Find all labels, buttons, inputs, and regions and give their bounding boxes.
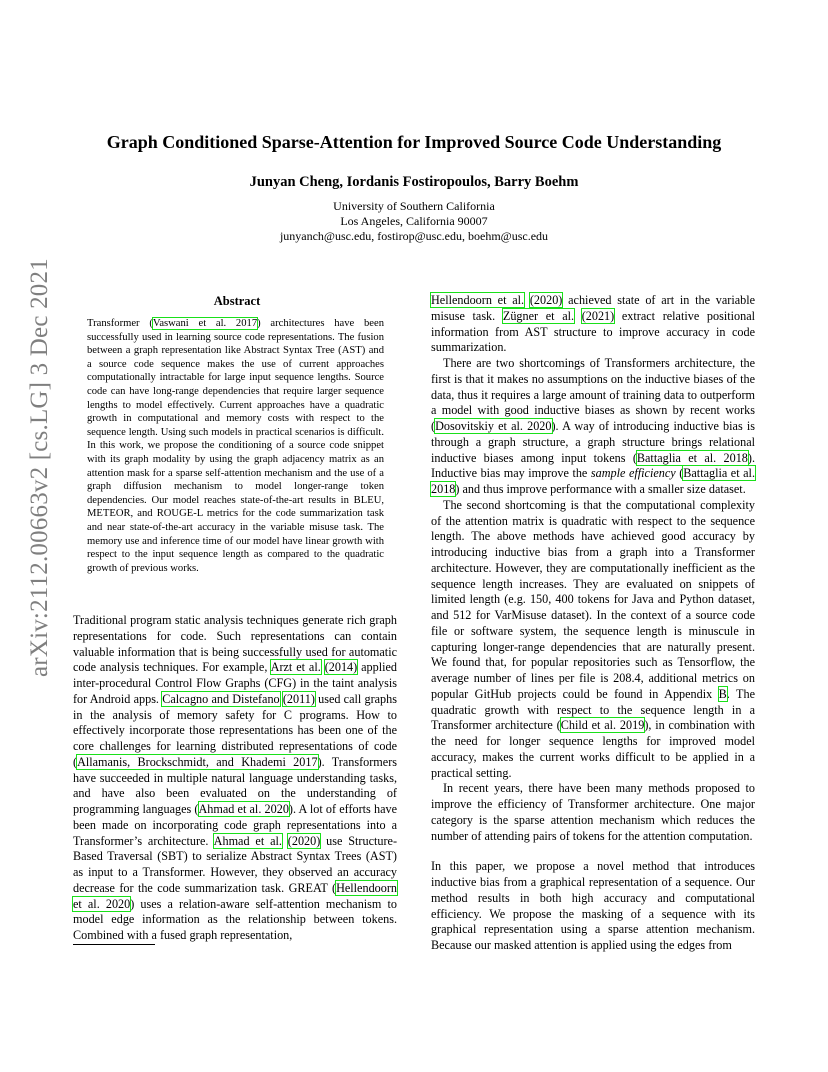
citation-link[interactable]: B [718, 686, 727, 701]
right-column-body [431, 293, 755, 954]
citation-link[interactable]: Zügner et al. [502, 308, 575, 323]
body-text: ) architectures have been successfully used in learning source code representations. The fusion between a graph representation like Abstract Syntax Tree (AST) and a source code sequence makes the use of current approaches computationally intractable for large input sequence lengths. Source code can have long-range dependencies that require larger sequence lengths to model effectively. Current approaches have a quadratic growth in computational and memory costs with respect to the sequence length. Using such models in practical scenarios is difficult. In this work, we propose the conditioning of a source code snippet with its graph modality by using the graph adjacency matrix as an attention mask for a sparse self-attention mechanism and the use of a graph diffusion mechanism to model longer-range token dependencies. Our model reaches state-of-the-art results in BLEU, METEOR, and ROUGE-L metrics for the code summarization task and near state-of-the-art accuracy in the variable misuse task. The memory use and inference time of our model have linear growth with respect to the input sequence length as compared to the quadratic growth of previous works. [87, 318, 385, 574]
paragraph [431, 293, 755, 356]
emphasized-text: sample efficiency [590, 466, 676, 481]
body-text: ). Inductive bias may improve the [431, 450, 755, 481]
body-text: Traditional program static analysis techniques generate rich graph representations for code. Such representations can contain valuable information that is being successfully used for automatic code analysis techniques. For example, [73, 613, 397, 675]
body-text: ). A way of introducing inductive bias is through a graph structure, a graph structure brings relational inductive biases among input tokens ( [431, 419, 755, 465]
citation-link[interactable]: Battaglia et al. 2018 [431, 466, 755, 496]
paper-title: Graph Conditioned Sparse-Attention for Improved Source Code Understanding [106, 132, 722, 152]
abstract-heading: Abstract [213, 294, 261, 308]
paragraph [431, 498, 755, 782]
author-emails: junyanch@usc.edu, fostirop@usc.edu, boehm@usc.edu [279, 229, 549, 243]
body-text: ) and thus improve performance with a smaller size dataset. [455, 482, 746, 496]
body-text: ( [675, 466, 684, 481]
arxiv-identifier-stamp: arXiv:2112.00663v2 [cs.LG] 3 Dec 2021 [26, 258, 53, 677]
citation-link[interactable]: (2021) [581, 308, 615, 323]
paragraph [431, 356, 755, 498]
citation-link[interactable]: Ahmad et al. [213, 833, 282, 848]
citation-link[interactable]: Dosovitskiy et al. 2020 [435, 419, 552, 433]
left-column-body [73, 613, 397, 944]
author-list: Junyan Cheng, Iordanis Fostiropoulos, Barry Boehm [249, 174, 579, 190]
body-text: Transformer ( [87, 318, 153, 329]
citation-link[interactable]: Child et al. 2019 [560, 718, 645, 733]
body-text: use Structure-Based Traversal (SBT) to serialize Abstract Syntax Trees (AST) as input to a Transformer. However, they observed an accuracy decrease for the code summarization task. GREAT ( [73, 833, 397, 895]
paragraph [73, 613, 397, 944]
abstract-body [87, 317, 384, 575]
body-text: The second shortcoming is that the computational complexity of the attention matrix is quadratic with respect to the sequence length. The above methods have achieved good accuracy by introducing inductive bias from a graph into a Transformer architecture. However, they are computationally inefficient as the sequence length increases. They are evaluated on snippets of limited length (e.g. 150, 400 tokens for Java and Python dataset, and 512 for VarMisuse dataset). In the context of a source code file or software system, the sequence length is minuscule in capturing longer-range dependencies that are naturally present. We found that, for popular repositories such as Tensorflow, the average number of lines per file is 208.4, additional metrics on popular GitHub projects could be found in Appendix [431, 497, 755, 701]
citation-link[interactable]: (2014) [324, 660, 358, 675]
body-text [524, 293, 530, 307]
affiliation-university: University of Southern California [333, 199, 495, 213]
body-text: In this paper, we propose a novel method that introduces inductive bias from a graphical representation of a sequence. Our method results in both high accuracy and computational efficiency. We propose the masking of a sequence with its graphical representation using a sparse attention mechanism. Because our masked attention is applied using the edges from [431, 859, 755, 952]
body-text: ). Transformers have succeeded in multiple natural language understanding tasks, and have also been evaluated on the understanding of programming languages ( [73, 754, 397, 816]
footnote-separator [73, 944, 155, 945]
body-text: ) uses a relation-aware self-attention mechanism to model edge information as the relationship between tokens. Combined with a fused graph representation, [73, 896, 397, 942]
body-text: ), in combination with the need for longer sequence lengths for improved model accuracy, makes the current works difficult to be applied in a practical setting. [431, 718, 755, 780]
body-text: . The quadratic growth with respect to the sequence length in a Transformer architecture ( [431, 686, 755, 733]
body-text: applied inter-procedural Control Flow Graphs (CFG) in the taint analysis for Android apps. [73, 660, 397, 706]
body-text: There are two shortcomings of Transformers architecture, the first is that it makes no assumptions on the inductive biases of the data, thus it requires a large amount of training data to outperform a model with good inductive biases as shown by recent works ( [431, 356, 755, 433]
citation-link[interactable]: Vaswani et al. 2017 [152, 318, 258, 329]
citation-link[interactable]: Arzt et al. [270, 660, 321, 675]
affiliation-block [0, 199, 828, 244]
citation-link[interactable]: Calcagno and Distefano [162, 691, 280, 706]
citation-link[interactable]: (2011) [282, 691, 315, 706]
citation-link[interactable]: Ahmad et al. 2020 [198, 802, 289, 816]
affiliation-location: Los Angeles, California 90007 [340, 214, 488, 228]
body-text [282, 834, 288, 848]
body-text: extract relative positional information from AST structure to improve accuracy in code summarization. [431, 308, 755, 355]
paragraph [431, 781, 755, 844]
paragraph [431, 859, 755, 954]
body-text [574, 309, 582, 323]
body-text: ). A lot of efforts have been made on incorporating code graph representations into a Transformer’s architecture. [73, 802, 397, 848]
body-text: used call graphs in the analysis of memory safety for C programs. How to effectively incorporate those representations has been one of the core challenges for learning distributed representations of code ( [73, 691, 397, 769]
body-text: In recent years, there have been many methods proposed to improve the efficiency of Transformer architecture. One major category is the sparse attention mechanism which reduces the number of attending pairs of tokens for the attention computation. [431, 781, 755, 843]
citation-link[interactable]: Hellendoorn et al. [431, 293, 525, 307]
body-text: achieved state of art in the variable misuse task. [431, 293, 756, 323]
citation-link[interactable]: Battaglia et al. 2018 [636, 450, 748, 465]
citation-link[interactable]: (2020) [529, 293, 563, 307]
citation-link[interactable]: Allamanis, Brockschmidt, and Khademi 2017 [77, 754, 318, 769]
citation-link[interactable]: (2020) [287, 833, 321, 848]
citation-link[interactable]: Hellendoorn et al. 2020 [73, 880, 397, 911]
